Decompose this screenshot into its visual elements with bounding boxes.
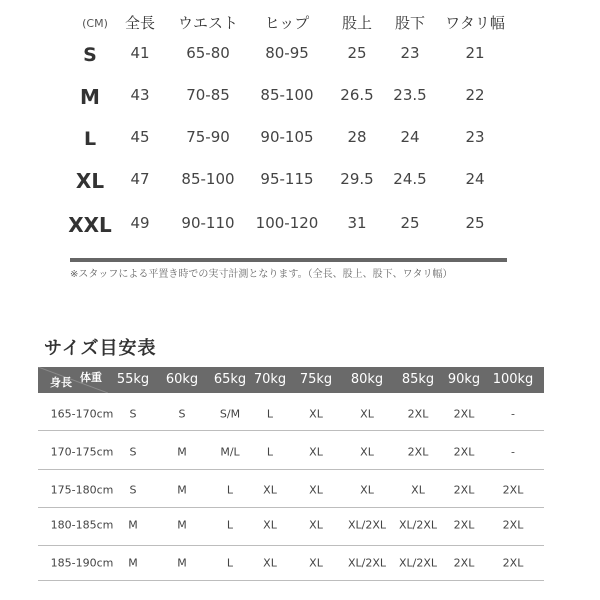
size-recommendation: S	[129, 445, 137, 459]
size-recommendation: L	[226, 518, 234, 532]
size-recommendation: 2XL	[502, 518, 524, 532]
size-label: XXL	[68, 213, 112, 237]
corner-weight-label: 体重	[80, 371, 102, 384]
size-recommendation: XL	[263, 483, 277, 497]
size-label: L	[83, 128, 97, 150]
size-recommendation: M	[128, 556, 138, 570]
size-chart-cell: 45	[130, 128, 150, 146]
size-chart-cell: 21	[465, 44, 485, 62]
size-chart-cell: 29.5	[340, 170, 374, 188]
size-chart-cell: 90-110	[181, 214, 235, 232]
size-recommendation: XL	[309, 556, 323, 570]
size-recommendation: XL	[263, 518, 277, 532]
size-chart-cell: 25	[347, 44, 367, 62]
size-recommendation: XL	[263, 556, 277, 570]
size-chart-cell: 23	[400, 44, 420, 62]
size-chart-cell: 25	[400, 214, 420, 232]
weight-header: 70kg	[253, 372, 287, 387]
size-recommendation: S/M	[219, 407, 241, 421]
size-recommendation: XL	[360, 407, 374, 421]
size-chart-cell: 24	[465, 170, 485, 188]
size-chart-cell: 26.5	[340, 86, 374, 104]
header-length: 全長	[124, 14, 156, 32]
size-recommendation: 2XL	[407, 445, 429, 459]
weight-header: 65kg	[213, 372, 247, 387]
size-recommendation: -	[511, 407, 515, 421]
weight-header: 60kg	[165, 372, 199, 387]
size-label: S	[83, 44, 97, 66]
size-chart-cell: 47	[130, 170, 150, 188]
size-recommendation: M	[177, 556, 187, 570]
size-recommendation: XL	[360, 483, 374, 497]
weight-header: 85kg	[401, 372, 435, 387]
size-chart-cell: 49	[130, 214, 150, 232]
size-chart-cell: 65-80	[186, 44, 230, 62]
size-chart-cell: 85-100	[260, 86, 314, 104]
height-range: 165-170cm	[50, 407, 114, 421]
size-recommendation: S	[129, 483, 137, 497]
size-recommendation: 2XL	[502, 556, 524, 570]
size-recommendation: M	[177, 445, 187, 459]
size-chart-cell: 25	[465, 214, 485, 232]
header-rise: 股上	[341, 14, 373, 32]
weight-header: 90kg	[447, 372, 481, 387]
size-recommendation: S	[129, 407, 137, 421]
size-label: M	[80, 85, 100, 109]
size-chart-cell: 24	[400, 128, 420, 146]
size-chart-cell: 100-120	[255, 214, 319, 232]
size-recommendation: XL	[411, 483, 425, 497]
size-recommendation: XL	[309, 445, 323, 459]
row-divider	[38, 545, 544, 546]
header-hip: ヒップ	[264, 14, 310, 32]
size-recommendation: XL	[309, 518, 323, 532]
size-chart-cell: 80-95	[265, 44, 309, 62]
size-label: XL	[75, 169, 105, 193]
size-recommendation: S	[178, 407, 186, 421]
header-inseam: 股下	[394, 14, 426, 32]
size-chart-cell: 22	[465, 86, 485, 104]
size-recommendation: XL	[309, 483, 323, 497]
row-divider	[38, 469, 544, 470]
row-divider	[38, 507, 544, 508]
size-chart-cell: 90-105	[260, 128, 314, 146]
size-chart-cell: 75-90	[186, 128, 230, 146]
size-recommendation: L	[266, 407, 274, 421]
size-chart-cell: 95-115	[260, 170, 314, 188]
header-waist: ウエスト	[177, 14, 239, 32]
unit-label: (CM)	[82, 17, 108, 30]
measurement-note: ※スタッフによる平置き時での実寸計測となります。（全長、股上、股下、ワタリ幅）	[70, 269, 453, 280]
size-recommendation: XL/2XL	[347, 556, 387, 570]
height-range: 175-180cm	[50, 483, 114, 497]
size-recommendation: L	[226, 556, 234, 570]
size-chart-cell: 41	[130, 44, 150, 62]
height-range: 180-185cm	[50, 518, 114, 532]
size-chart-cell: 31	[347, 214, 367, 232]
size-chart-cell: 28	[347, 128, 367, 146]
weight-header: 75kg	[299, 372, 333, 387]
row-divider	[38, 580, 544, 581]
size-recommendation: 2XL	[453, 407, 475, 421]
size-recommendation: XL/2XL	[398, 556, 438, 570]
weight-header: 55kg	[116, 372, 150, 387]
size-recommendation: M	[177, 518, 187, 532]
weight-header: 100kg	[492, 372, 534, 387]
size-recommendation: XL/2XL	[398, 518, 438, 532]
divider-bar	[70, 258, 507, 262]
size-recommendation: L	[266, 445, 274, 459]
size-chart-cell: 85-100	[181, 170, 235, 188]
size-recommendation: M/L	[220, 445, 240, 459]
size-recommendation: -	[511, 445, 515, 459]
corner-height-label: 身長	[50, 376, 72, 389]
size-recommendation: 2XL	[453, 556, 475, 570]
size-recommendation: 2XL	[453, 483, 475, 497]
size-recommendation: L	[226, 483, 234, 497]
header-thigh-width: ワタリ幅	[445, 14, 505, 32]
height-range: 170-175cm	[50, 445, 114, 459]
size-chart-cell: 43	[130, 86, 150, 104]
size-recommendation: M	[177, 483, 187, 497]
height-range: 185-190cm	[50, 556, 114, 570]
weight-header: 80kg	[350, 372, 384, 387]
size-recommendation: XL	[309, 407, 323, 421]
row-divider	[38, 430, 544, 431]
size-recommendation: XL	[360, 445, 374, 459]
size-recommendation: 2XL	[453, 445, 475, 459]
size-recommendation: M	[128, 518, 138, 532]
size-chart-cell: 23	[465, 128, 485, 146]
size-recommendation: XL/2XL	[347, 518, 387, 532]
size-recommendation: 2XL	[453, 518, 475, 532]
size-chart-cell: 70-85	[186, 86, 230, 104]
size-chart-cell: 23.5	[393, 86, 427, 104]
size-chart-cell: 24.5	[393, 170, 427, 188]
size-guide-title: サイズ目安表	[44, 338, 157, 359]
size-recommendation: 2XL	[502, 483, 524, 497]
size-recommendation: 2XL	[407, 407, 429, 421]
